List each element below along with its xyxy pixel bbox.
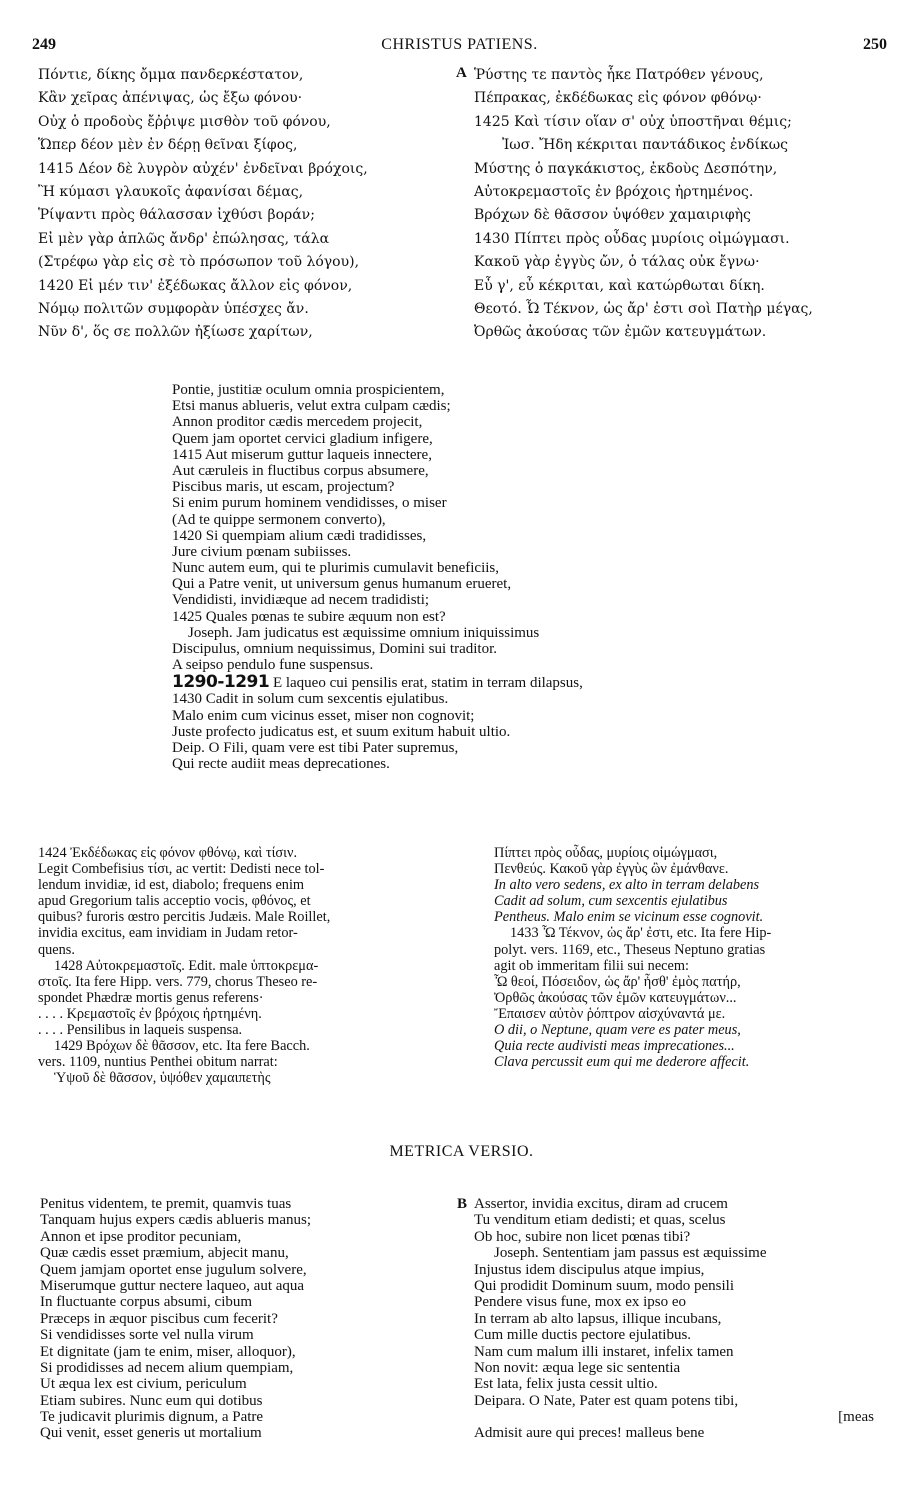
verse-line: Si vendidisses sorte vel nulla virum	[40, 1327, 254, 1344]
verse-line: Si prodidisses ad necem alium quempiam,	[40, 1359, 294, 1376]
note-line: 1429 Βρόχων δὲ θᾶσσον, etc. Ita fere Bacch.	[54, 1038, 310, 1055]
greek-line: Πέπρακας, ἐκδέδωκας εἰς φόνον φθόνῳ·	[474, 90, 762, 107]
verse-line: Joseph. Sententiam jam passus est æquissime	[494, 1245, 767, 1262]
greek-line: 1430 Πίπτει πρὸς οὖδας μυρίοις οἰμώγμασι.	[474, 230, 790, 247]
latin-line-text: E laqueo cui pensilis erat, statim in terram dilapsus,	[272, 675, 583, 692]
greek-line: Αὐτοκρεμαστοῖς ἐν βρόχοις ἠρτημένος.	[474, 183, 754, 200]
greek-text-right-column	[474, 64, 894, 345]
greek-line: Εὖ γ', εὖ κέκριται, καὶ κατώρθωται δίκη.	[474, 277, 765, 294]
page-number-right: 250	[863, 36, 887, 53]
note-line: Πενθεύς. Κακοῦ γὰρ ἐγγὺς ὢν ἐμάνθανε.	[494, 861, 729, 878]
verse-line: Pendere visus fune, mox ex ipso eo	[474, 1294, 687, 1311]
greek-text-left-column	[38, 64, 458, 345]
greek-line: Μύστης ὁ παγκάκιστος, ἐκδοὺς Δεσπότην,	[474, 160, 778, 177]
verse-line: Cum mille ductis pectore ejulatibus.	[474, 1327, 692, 1344]
section-heading: METRICA VERSIO.	[389, 1143, 534, 1160]
running-header	[32, 36, 887, 56]
verse-line: Injustus idem discipulus atque impius,	[474, 1261, 705, 1278]
note-line: apud Gregorium talis acceptio vocis, φθόνος, et	[38, 893, 311, 910]
note-line: Quia recte audivisti meas imprecationes...	[494, 1038, 735, 1055]
note-line: spondet Phædræ mortis genus referens·	[38, 989, 264, 1006]
verse-line: Præceps in æquor piscibus cum fecerit?	[40, 1310, 278, 1327]
note-line: quens.	[38, 941, 75, 958]
verse-line: Tanquam hujus expers cædis ablueris manus;	[40, 1212, 311, 1229]
verse-line: Quem jamjam oportet ense jugulum solvere,	[40, 1261, 307, 1278]
verse-line: In terram ab alto lapsus, illique incubans,	[474, 1310, 722, 1327]
verse-line: Nam cum malum illi instaret, infelix tamen	[474, 1343, 734, 1360]
note-line: polyt. vers. 1169, etc., Theseus Neptuno gratias	[494, 941, 766, 958]
latin-line: Vendidisti, invidiæque ad necem tradidisti;	[172, 592, 430, 609]
greek-line: Ὥπερ δέον μὲν ἐν δέρῃ θεῖναι ξίφος,	[38, 137, 298, 154]
greek-line: Οὐχ ὁ προδοὺς ἔῤῥιψε μισθὸν τοῦ φόνου,	[38, 113, 331, 130]
latin-line: Discipulus, omnium nequissimus, Domini sui traditor.	[172, 641, 498, 657]
note-line: Ἔπαισεν αὐτὸν ῥόπτρον αἰσχύναντά με.	[494, 1005, 726, 1022]
verse-line: Est lata, felix justa cessit ultio.	[474, 1376, 658, 1393]
latin-line: Annon proditor cædis mercedem projecit,	[172, 414, 423, 431]
greek-line: Νόμῳ πολιτῶν συμφορὰν ὑπέσχες ἄν.	[38, 300, 309, 317]
greek-line: (Στρέφω γὰρ εἰς σὲ τὸ πρόσωπον τοῦ λόγου),	[38, 254, 360, 271]
note-line: . . . . Κρεμαστοῖς ἐν βρόχοις ἠρτημένη.	[38, 1005, 262, 1022]
verse-line: Qui prodidit Dominum suum, modo pensili	[474, 1277, 735, 1294]
note-line: Cadit ad solum, cum sexcentis ejulatibus	[494, 893, 728, 910]
verse-line-overflow: [meas	[838, 1409, 874, 1426]
note-line: O dii, o Neptune, quam vere es pater meus,	[494, 1022, 741, 1039]
note-line: Πίπτει πρὸς οὖδας, μυρίοις οἰμώγμασι,	[494, 845, 718, 861]
verse-line: Tu venditum etiam dedisti; et quas, scelus	[474, 1212, 726, 1229]
greek-line: Κἂν χεῖρας ἀπένιψας, ὡς ἔξω φόνου·	[38, 90, 303, 107]
verse-line: Miserumque guttur nectere laqueo, aut aqua	[40, 1277, 305, 1294]
latin-line: 1430 Cadit in solum cum sexcentis ejulatibus.	[172, 691, 449, 708]
latin-line-with-column-marker	[172, 673, 892, 691]
greek-line: Κακοῦ γὰρ ἐγγὺς ὤν, ὁ τάλας οὐκ ἔγνω·	[474, 254, 760, 271]
latin-line: Etsi manus ablueris, velut extra culpam cædis;	[172, 398, 451, 415]
note-line: agit ob immeritam filii sui necem:	[494, 957, 689, 974]
note-line: 1428 Αὐτοκρεμαστοῖς. Edit. male ὑπτοκρεμα-	[54, 957, 319, 974]
greek-line: Πόντιε, δίκης ὄμμα πανδερκέστατον,	[38, 67, 304, 83]
verse-line: Etiam subires. Nunc eum qui dotibus	[40, 1392, 263, 1409]
verse-line: Ut æqua lex est civium, periculum	[40, 1376, 247, 1393]
latin-line: (Ad te quippe sermonem converto),	[172, 511, 386, 528]
note-line: quibus? furoris œstro percitis Judæis. Male Roillet,	[38, 909, 331, 926]
page-number-left: 249	[32, 36, 56, 53]
verse-line: Non novit: æqua lege sic sententia	[474, 1359, 681, 1376]
latin-line: Nunc autem eum, qui te plurimis cumulavit beneficiis,	[172, 560, 500, 577]
latin-line: 1420 Si quempiam alium cædi tradidisses,	[172, 527, 427, 544]
greek-line: Ἢ κύμασι γλαυκοῖς ἀφανίσαι δέμας,	[38, 183, 304, 200]
note-line: Ὀρθῶς ἀκούσας τῶν ἐμῶν κατευγμάτων...	[494, 989, 737, 1006]
notes-right-column	[494, 845, 894, 1070]
greek-line: Ὀρθῶς ἀκούσας τῶν ἐμῶν κατευγμάτων.	[474, 324, 767, 341]
latin-line: Piscibus maris, ut escam, projectum?	[172, 479, 395, 496]
margin-marker-a: A	[456, 65, 467, 81]
verse-line: Penitus videntem, te premit, quamvis tuas	[40, 1196, 292, 1212]
greek-line: Νῦν δ', ὅς σε πολλῶν ἠξίωσε χαρίτων,	[38, 324, 313, 341]
greek-line: Ἰωσ. Ἤδη κέκριται παντάδικος ἐνδίκως	[502, 137, 788, 154]
greek-line: 1425 Καὶ τίσιν οἵαν σ' οὐχ ὑποστῆναι θέμις;	[474, 113, 792, 130]
greek-line: 1420 Εἰ μέν τιν' ἐξέδωκας ἄλλον εἰς φόνον,	[38, 277, 353, 294]
note-line: Legit Combefisius τίσι, ac vertit: Dedisti nece tol-	[38, 861, 325, 878]
latin-line: 1425 Quales pœnas te subire æquum non est?	[172, 608, 446, 625]
greek-line: Ῥύστης τε παντὸς ἧκε Πατρόθεν γένους,	[474, 67, 764, 83]
running-title: CHRISTUS PATIENS.	[381, 36, 538, 53]
latin-line: A seipso pendulo fune suspensus.	[172, 657, 374, 674]
verse-line: Et dignitate (jam te enim, miser, alloquor),	[40, 1343, 296, 1360]
metrical-version-left-column	[40, 1196, 450, 1442]
greek-line: Εἰ μὲν γὰρ ἁπλῶς ἄνδρ' ἐπώλησας, τάλα	[38, 230, 330, 247]
latin-line: Aut cæruleis in fluctibus corpus absumere,	[172, 462, 429, 479]
latin-line: Si enim purum hominem vendidisses, o miser	[172, 495, 447, 512]
note-line: 1433 Ὦ Τέκνον, ὡς ἄρ' ἐστι, etc. Ita fere Hip-	[510, 925, 772, 942]
verse-line: In fluctuante corpus absumi, cibum	[40, 1294, 253, 1311]
verse-line: Quæ cædis esset præmium, abjecit manu,	[40, 1245, 289, 1262]
latin-line: Juste profecto judicatus est, et suum exitum habuit ultio.	[172, 723, 511, 740]
note-line: στοῖς. Ita fere Hipp. vers. 779, chorus Theseo re-	[38, 973, 318, 990]
latin-line: Malo enim cum vicinus esset, miser non cognovit;	[172, 707, 475, 724]
note-line: Ὑψοῦ δὲ θᾶσσον, ὑψόθεν χαμαιπετὴς	[54, 1070, 271, 1087]
greek-line: Βρόχων δὲ θᾶσσον ὑψόθεν χαμαιριφὴς	[474, 207, 751, 224]
latin-line: Deip. O Fili, quam vere est tibi Pater supremus,	[172, 739, 459, 756]
margin-marker-b: B	[457, 1196, 468, 1212]
latin-line: Jure civium pœnam subiisses.	[172, 543, 352, 560]
verse-line: Assertor, invidia excitus, diram ad crucem	[474, 1196, 728, 1212]
note-line: In alto vero sedens, ex alto in terram delabens	[494, 877, 760, 894]
verse-line: Annon et ipse proditor pecuniam,	[40, 1228, 242, 1245]
latin-line: Quem jam oportet cervici gladium infigere,	[172, 430, 433, 447]
greek-line: Θεοτό. Ὦ Τέκνον, ὡς ἄρ' ἐστι σοὶ Πατὴρ μέγας,	[474, 300, 813, 317]
note-line: Clava percussit eum qui me dederore affecit.	[494, 1054, 750, 1071]
note-line: Ὦ θεοί, Πόσειδον, ὡς ἄρ' ἦσθ' ἐμὸς πατήρ,	[494, 973, 741, 990]
verse-line: Te judicavit plurimis dignum, a Patre	[40, 1409, 264, 1426]
latin-line: 1415 Aut miserum guttur laqueis innectere,	[172, 446, 432, 463]
latin-line: Qui recte audiit meas deprecationes.	[172, 756, 390, 773]
column-number-marker: 1290-1291	[172, 672, 270, 693]
note-line: invidia excitus, eam invidiam in Judam retor-	[38, 925, 298, 942]
notes-left-column	[38, 845, 458, 1086]
note-line: Pentheus. Malo enim se vicinum esse cognovit.	[494, 909, 764, 926]
verse-line: Qui venit, esset generis ut mortalium	[40, 1425, 262, 1442]
note-line: lendum invidiæ, id est, diabolo; frequens enim	[38, 877, 305, 894]
latin-translation-block	[172, 382, 892, 772]
latin-line: Qui a Patre venit, ut universum genus humanum erueret,	[172, 576, 512, 593]
greek-line: Ῥίψαντι πρὸς θάλασσαν ἰχθύσι βοράν;	[38, 207, 315, 224]
verse-line: Deipara. O Nate, Pater est quam potens tibi,	[474, 1392, 739, 1409]
verse-line: Admisit aure qui preces! malleus bene	[474, 1425, 705, 1442]
note-line: . . . . Pensilibus in laqueis suspensa.	[38, 1022, 243, 1039]
latin-line: Joseph. Jam judicatus est æquissime omnium iniquissimus	[188, 624, 540, 641]
verse-line: Ob hoc, subire non licet pœnas tibi?	[474, 1228, 691, 1245]
latin-line: Pontie, justitiæ oculum omnia prospicientem,	[172, 382, 445, 398]
note-line: vers. 1109, nuntius Penthei obitum narrat:	[38, 1054, 278, 1071]
greek-line: 1415 Δέον δὲ λυγρὸν αὐχέν' ἐνδεῖναι βρόχοις,	[38, 160, 368, 177]
note-line: 1424 Ἐκδέδωκας εἰς φόνον φθόνῳ, καὶ τίσιν.	[38, 845, 298, 861]
metrical-version-right-column	[474, 1196, 894, 1442]
